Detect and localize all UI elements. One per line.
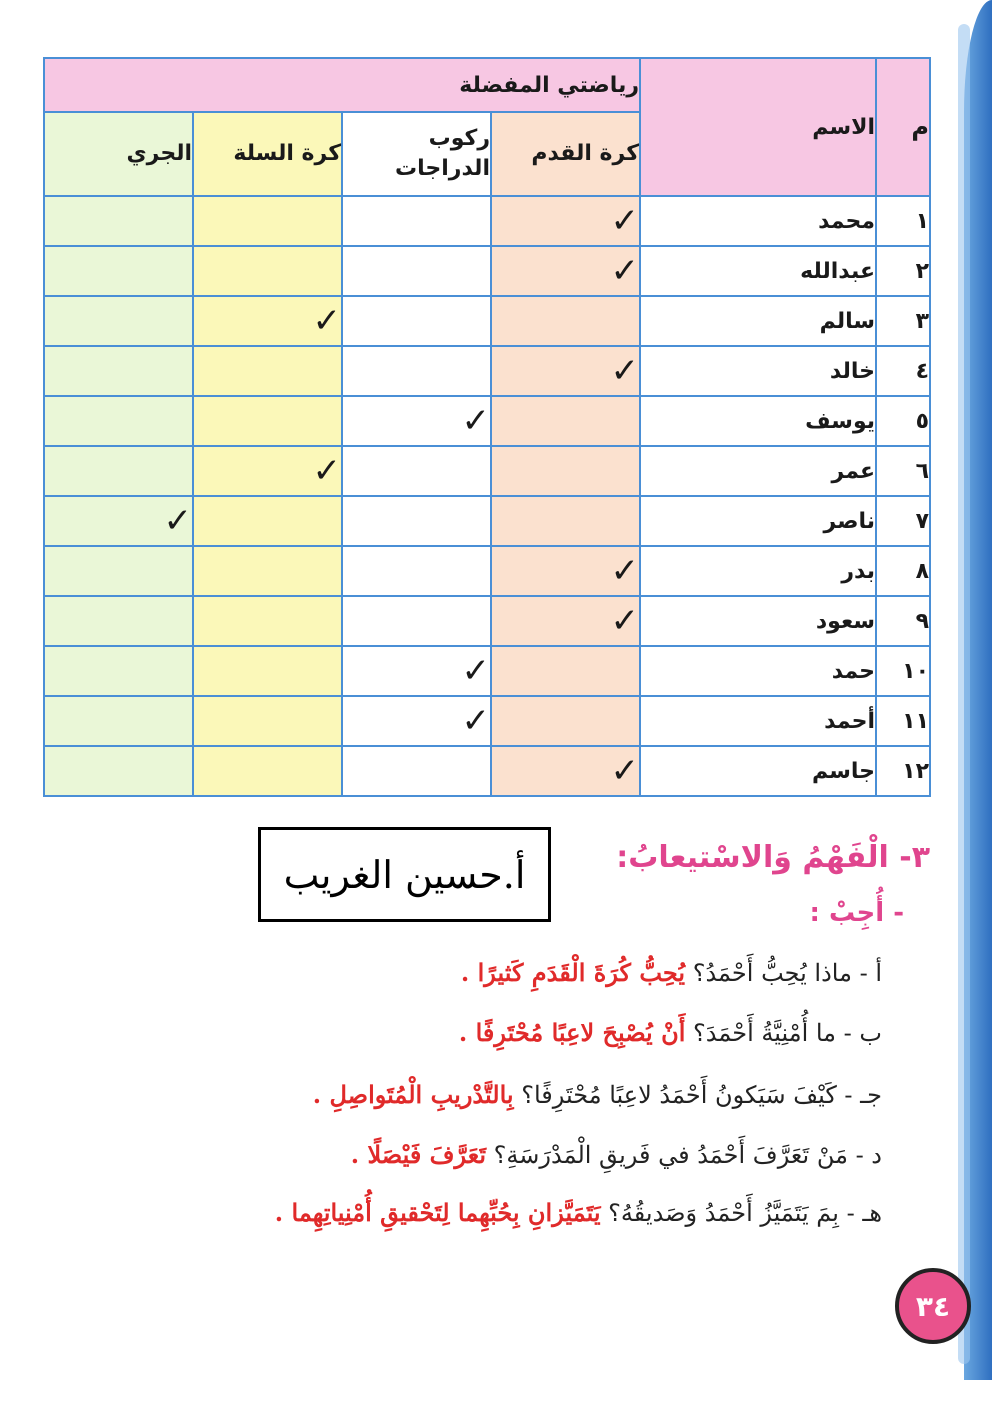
row-number: ٢ <box>876 246 930 296</box>
basketball-check-cell <box>193 396 342 446</box>
header-num: م <box>876 58 930 196</box>
question-line <box>459 1018 882 1047</box>
student-name: خالد <box>640 346 876 396</box>
football-check-cell: ✓ <box>491 246 640 296</box>
header-running: الجري <box>44 112 193 196</box>
cycling-check-cell <box>342 746 491 796</box>
football-check-cell: ✓ <box>491 546 640 596</box>
table-row <box>44 546 930 596</box>
football-check-cell <box>491 396 640 446</box>
favorite-sports-table <box>43 57 931 797</box>
student-name: حمد <box>640 646 876 696</box>
cycling-check-cell <box>342 446 491 496</box>
row-number: ١٢ <box>876 746 930 796</box>
table-row <box>44 696 930 746</box>
table-row <box>44 496 930 546</box>
football-check-cell: ✓ <box>491 746 640 796</box>
football-check-cell <box>491 296 640 346</box>
question-text: هـ - بِمَ يَتَمَيَّزُ أَحْمَدُ وَصَديقُهُ؟ <box>608 1199 882 1227</box>
table-row <box>44 246 930 296</box>
teacher-name-box: أ.حسين الغريب <box>258 827 551 922</box>
basketball-check-cell <box>193 646 342 696</box>
student-name: ناصر <box>640 496 876 546</box>
running-check-cell <box>44 396 193 446</box>
table-row <box>44 646 930 696</box>
student-name: جاسم <box>640 746 876 796</box>
student-name: بدر <box>640 546 876 596</box>
header-name: الاسم <box>640 58 876 196</box>
header-cycling-line1: ركوب <box>428 126 490 152</box>
header-favorite-sport: رياضتي المفضلة <box>44 58 640 112</box>
student-name: سعود <box>640 596 876 646</box>
basketball-check-cell <box>193 596 342 646</box>
question-text: د - مَنْ تَعَرَّفَ أَحْمَدُ في فَريقِ الْمَدْرَسَةِ؟ <box>493 1141 882 1169</box>
football-check-cell <box>491 696 640 746</box>
question-text: أ - ماذا يُحِبُّ أَحْمَدُ؟ <box>692 959 882 987</box>
question-line <box>351 1140 882 1169</box>
row-number: ٣ <box>876 296 930 346</box>
running-check-cell <box>44 246 193 296</box>
row-number: ٩ <box>876 596 930 646</box>
running-check-cell <box>44 696 193 746</box>
basketball-check-cell <box>193 496 342 546</box>
header-cycling-line2: الدراجات <box>395 156 490 181</box>
football-check-cell <box>491 496 640 546</box>
table-row <box>44 446 930 496</box>
running-check-cell <box>44 596 193 646</box>
table-row <box>44 746 930 796</box>
row-number: ٤ <box>876 346 930 396</box>
answer-text: بِالتَّدْريبِ الْمُتَواصِلِ . <box>312 1080 514 1109</box>
running-check-cell <box>44 446 193 496</box>
section-title: ٣- الْفَهْمُ وَالاسْتيعابُ: <box>616 840 930 875</box>
row-number: ١ <box>876 196 930 246</box>
running-check-cell <box>44 196 193 246</box>
basketball-check-cell: ✓ <box>193 446 342 496</box>
page-edge-highlight <box>958 24 970 1364</box>
student-name: سالم <box>640 296 876 346</box>
basketball-check-cell: ✓ <box>193 296 342 346</box>
header-basketball: كرة السلة <box>193 112 342 196</box>
answer-text: أَنْ يُصْبِحَ لاعِبًا مُحْتَرِفًا . <box>458 1018 686 1047</box>
header-cycling <box>342 112 491 196</box>
running-check-cell <box>44 646 193 696</box>
cycling-check-cell: ✓ <box>342 646 491 696</box>
football-check-cell: ✓ <box>491 346 640 396</box>
row-number: ١١ <box>876 696 930 746</box>
table-row <box>44 346 930 396</box>
running-check-cell <box>44 346 193 396</box>
cycling-check-cell: ✓ <box>342 396 491 446</box>
cycling-check-cell <box>342 346 491 396</box>
table-row <box>44 596 930 646</box>
table-row <box>44 396 930 446</box>
basketball-check-cell <box>193 546 342 596</box>
row-number: ١٠ <box>876 646 930 696</box>
answer-text: يَتَمَيَّزانِ بِحُبِّهِما لِتَحْقيقِ أُمْنِياتِهِما . <box>274 1198 601 1227</box>
cycling-check-cell <box>342 546 491 596</box>
football-check-cell <box>491 646 640 696</box>
answer-text: تَعَرَّفَ فَيْصَلًا . <box>350 1140 487 1169</box>
cycling-check-cell <box>342 496 491 546</box>
student-name: يوسف <box>640 396 876 446</box>
running-check-cell <box>44 746 193 796</box>
question-line <box>461 958 882 987</box>
question-text: جـ - كَيْفَ سَيَكونُ أَحْمَدُ لاعِبًا مُحْتَرِفًا؟ <box>521 1081 882 1109</box>
row-number: ٧ <box>876 496 930 546</box>
student-name: عبدالله <box>640 246 876 296</box>
table-row <box>44 196 930 246</box>
header-football: كرة القدم <box>491 112 640 196</box>
question-text: ب - ما أُمْنِيَّةُ أَحْمَدَ؟ <box>693 1019 882 1047</box>
answer-text: يُحِبُّ كُرَةَ الْقَدَمِ كَثيرًا . <box>460 958 686 987</box>
section-subtitle: - أُجِبْ : <box>809 898 904 928</box>
cycling-check-cell <box>342 296 491 346</box>
row-number: ٦ <box>876 446 930 496</box>
running-check-cell: ✓ <box>44 496 193 546</box>
football-check-cell: ✓ <box>491 596 640 646</box>
basketball-check-cell <box>193 346 342 396</box>
cycling-check-cell <box>342 246 491 296</box>
question-line <box>313 1080 882 1109</box>
question-line <box>275 1198 882 1227</box>
basketball-check-cell <box>193 246 342 296</box>
cycling-check-cell <box>342 196 491 246</box>
student-name: محمد <box>640 196 876 246</box>
page-number-badge: ٣٤ <box>895 1268 971 1344</box>
row-number: ٥ <box>876 396 930 446</box>
student-name: عمر <box>640 446 876 496</box>
basketball-check-cell <box>193 746 342 796</box>
football-check-cell <box>491 446 640 496</box>
football-check-cell: ✓ <box>491 196 640 246</box>
table-body <box>44 196 930 796</box>
table-row <box>44 296 930 346</box>
basketball-check-cell <box>193 696 342 746</box>
row-number: ٨ <box>876 546 930 596</box>
student-name: أحمد <box>640 696 876 746</box>
running-check-cell <box>44 296 193 346</box>
cycling-check-cell <box>342 596 491 646</box>
running-check-cell <box>44 546 193 596</box>
cycling-check-cell: ✓ <box>342 696 491 746</box>
basketball-check-cell <box>193 196 342 246</box>
